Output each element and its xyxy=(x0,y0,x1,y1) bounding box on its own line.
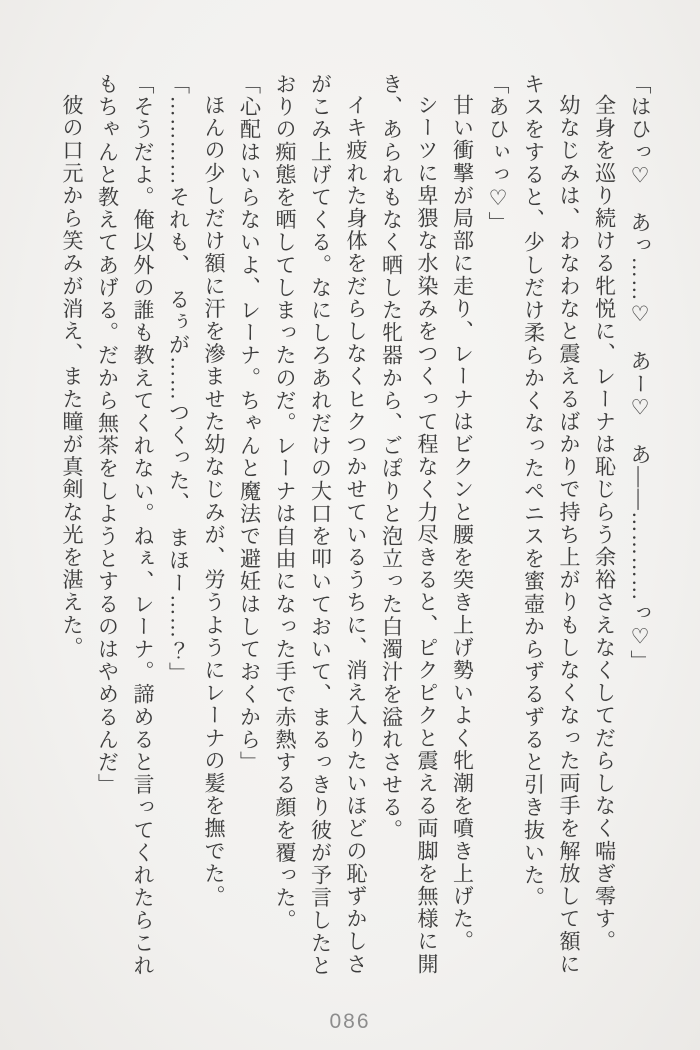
paragraph-dialogue: 「心配はいらないよ、レーナ。ちゃんと魔法で避妊はしておくから」 xyxy=(237,73,262,774)
paragraph-narrative: ほんの少しだけ額に汗を滲ませた幼なじみが、労うようにレーナの髪を撫でた。 xyxy=(202,94,226,908)
paragraph-dialogue: 「そうだよ。俺以外の誰も教えてくれない。ねぇ、レーナ。諦めると言ってくれたらこれもちゃんと教えてあげる。だから無茶をしようとするのはやめるんだ」 xyxy=(95,73,155,977)
paragraph-narrative: シーツに卑猥な水染みをつくって程なく力尽きると、ピクピクと震える両脚を無様に開き、あられもなく晒した牝器から、ごぽりと泡立った白濁汁を溢れさせる。 xyxy=(379,73,439,976)
paragraph-dialogue: 「…………それも、 るぅが……つくった、 まほー……？」 xyxy=(166,73,191,685)
paragraph-dialogue: 「はひっ♡ あっ……♡ あー♡ あ――…………っ♡」 xyxy=(628,73,652,673)
text-block xyxy=(54,73,658,989)
paragraph-narrative: 全身を巡り続ける牝悦に、レーナは恥じらう余裕さえなくしてだらしなく喘ぎ零す。 xyxy=(592,94,617,953)
paragraph-narrative: 甘い衝撃が局部に走り、レーナはビクンと腰を突き上げ勢いよく牝潮を噴き上げた。 xyxy=(450,94,475,953)
paragraph-narrative: 幼なじみは、わなわなと震えるばかりで持ち上がりもしなくなった両手を解放して額にキスをすると、少しだけ柔らかくなったペニスを蜜壺からずるずると引き抜いた。 xyxy=(521,73,581,976)
paragraph-narrative: イキ疲れた身体をだらしなくヒクつかせているうちに、消え入りたいほどの恥ずかしさがこみ上げてくる。なにしろあれだけの大口を叩いておいて、まるっきり彼が予言したとおりの痴態を晒してしまったのだ。レーナは自由になった手で赤熱する顔を覆った。 xyxy=(273,73,368,977)
page-number: 086 xyxy=(329,1010,371,1033)
paragraph-narrative: 彼の口元から笑みが消え、また瞳が真剣な光を湛えた。 xyxy=(60,94,84,659)
paragraph-dialogue: 「あひぃっ♡」 xyxy=(486,73,510,235)
